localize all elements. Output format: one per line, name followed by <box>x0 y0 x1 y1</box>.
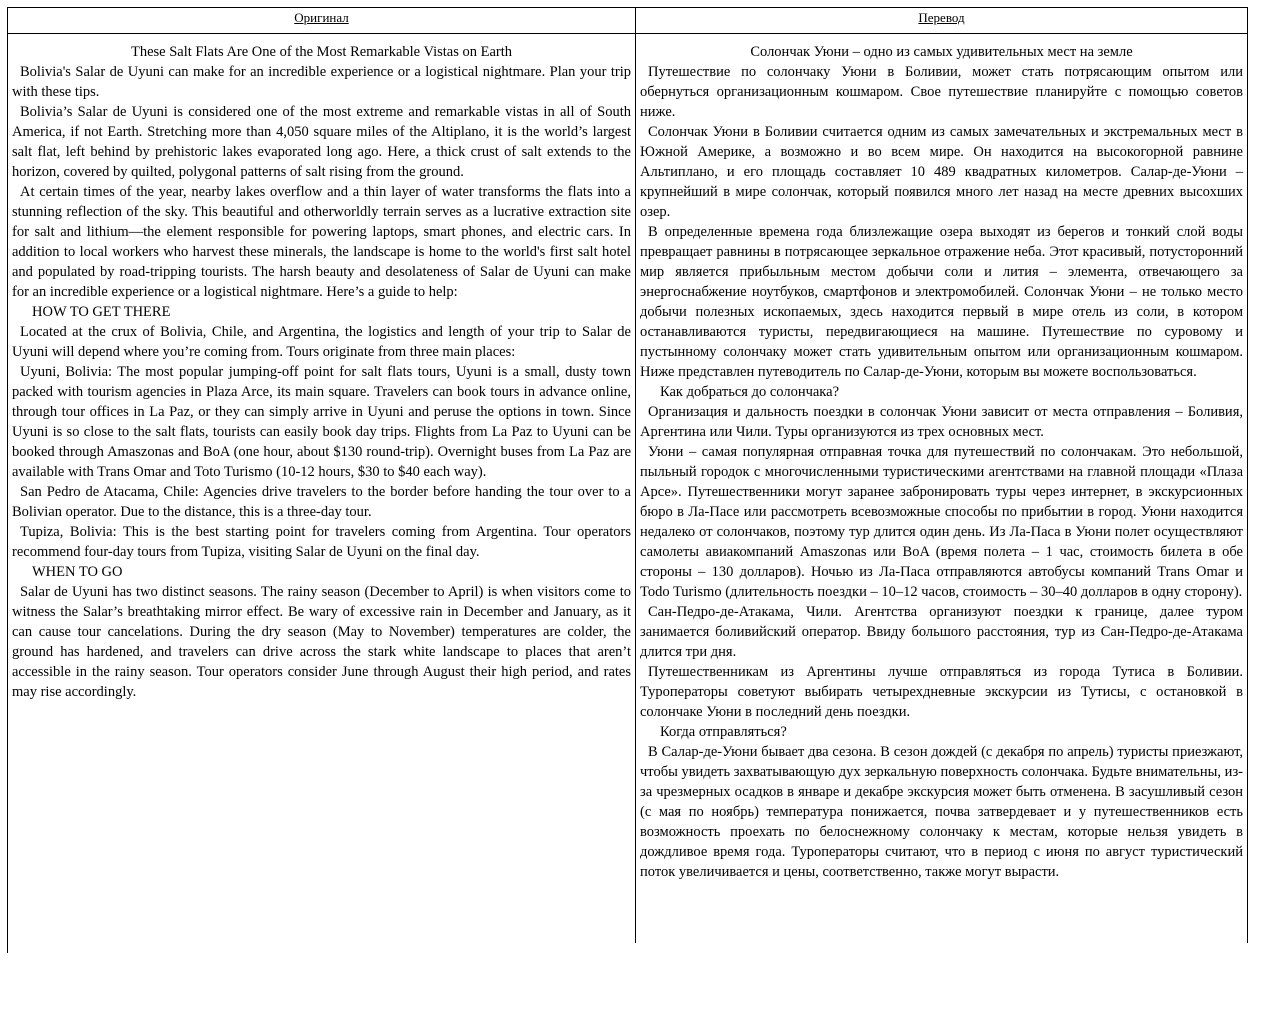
translation-heading-when: Когда отправляться? <box>660 724 787 740</box>
translation-paragraph: Сан-Педро-де-Атакама, Чили. Агентства организуют поездки к границе, далее туром занимается боливийский оператор. Ввиду большого расстояния, тур из Сан-Педро-де-Атакама длится три дня. <box>640 604 1243 660</box>
translation-paragraph: В определенные времена года близлежащие озера выходят из берегов и тонкий слой воды превращает равнины в потрясающее зеркальное отражение неба. Этот красивый, потусторонний мир является прибыльным местом добычи соли и лития – элемента, отвечающего за энергоснабжение ноутбуков, смартфонов и электромобилей. Солончак Уюни – не только место добычи полезных ископаемых, здесь находится первый в мире отель из соли, в котором останавливаются туристы, передвигающиеся на машине. Путешествие по суровому и пустынному солончаку может стать удивительным опытом или организационным кошмаром. Ниже представлен путеводитель по Салар-де-Уюни, которым вы можете воспользоваться. <box>640 224 1243 380</box>
original-title: These Salt Flats Are One of the Most Remarkable Vistas on Earth <box>130 44 513 60</box>
original-paragraph: Bolivia’s Salar de Uyuni is considered one of the most extreme and remarkable vistas in all of South America, if not Earth. Stretching more than 4,050 square miles of the Altiplano, it is the world’s largest salt flat, left behind by prehistoric lakes evaporated long ago. Here, a thick crust of salt extends to the horizon, covered by quilted, polygonal patterns of salt rising from the ground. <box>12 104 631 180</box>
translation-paragraph: Солончак Уюни в Боливии считается одним из самых замечательных и экстремальных мест в Южной Америке, а возможно и во всем мире. Он находится на высокогорной равнине Альтиплано, и его площадь составляет 10 489 квадратных километров. Салар-де-Уюни – крупнейший в мире солончак, который появился много лет назад на месте древних высохших озер. <box>640 124 1243 220</box>
translation-column-header: Перевод <box>918 10 965 25</box>
table-column-divider <box>635 7 636 943</box>
table-right-border <box>1247 7 1248 943</box>
original-paragraph: Located at the crux of Bolivia, Chile, and Argentina, the logistics and length of your trip to Salar de Uyuni will depend where you’re coming from. Tours originate from three main places: <box>12 324 631 360</box>
translation-paragraph: Путешествие по солончаку Уюни в Боливии, может стать потрясающим опытом или обернуться организационным кошмаром. Свое путешествие планируйте с помощью советов ниже. <box>640 64 1243 120</box>
translation-paragraph: Уюни – самая популярная отправная точка для путешествий по солончакам. Это небольшой, пыльный городок с многочисленными туристическими агентствами на главной площади «Плаза Арсе». Путешественники могут заранее забронировать туры через интернет, в экскурсионных бюро в Ла-Пасе или рассмотреть всевозможные способы по прибытии в город. Уюни находится недалеко от солончаков, поэтому тур длится один день. Из Ла-Паса в Уюни полет осуществляют самолеты авиакомпаний Amaszonas или BoA (время полета – 1 час, стоимость билета в обе стороны – 130 долларов). Ночью из Ла-Паса отправляются автобусы компаний Trans Omar и Todo Turismo (длительность поездки – 10–12 часов, стоимость – 30–40 долларов в одну сторону). <box>640 444 1243 600</box>
original-paragraph: Uyuni, Bolivia: The most popular jumping-off point for salt flats tours, Uyuni is a small, dusty town packed with tourism agencies in Plaza Arce, its main square. Travelers can book tours in advance online, through tour offices in La Paz, or they can simply arrive in Uyuni and peruse the options in town. Since Uyuni is so close to the salt flats, tourists can easily book day trips. Flights from La Paz to Uyuni can be booked through Amaszonas and BoA (one hour, about $130 round-trip). Overnight buses from La Paz are available with Trans Omar and Toto Turismo (10-12 hours, $30 to $40 each way). <box>12 364 631 480</box>
original-paragraph: Salar de Uyuni has two distinct seasons. The rainy season (December to April) is when visitors come to witness the Salar’s breathtaking mirror effect. Be wary of excessive rain in December and January, as it can cause tour cancelations. During the dry season (May to November) temperatures are colder, the ground has hardened, and travelers can drive across the stark white landscape to places that aren’t accessible in the rainy season. Tour operators consider June through August their high period, and rates may rise accordingly. <box>12 584 631 700</box>
original-heading-when: WHEN TO GO <box>32 564 123 580</box>
translation-paragraph: Путешественникам из Аргентины лучше отправляться из города Тутиса в Боливии. Туроператоры советуют выбирать четырехдневные экскурсии из Тутисы, с остановкой в солончаке Уюни в последний день поездки. <box>640 664 1243 720</box>
original-paragraph: San Pedro de Atacama, Chile: Agencies drive travelers to the border before handing the tour over to a Bolivian operator. Due to the distance, this is a three-day tour. <box>12 484 631 520</box>
translation-title: Солончак Уюни – одно из самых удивительных мест на земле <box>750 44 1133 60</box>
original-text-column <box>12 42 631 702</box>
translation-text-column <box>640 42 1243 882</box>
original-heading-get-there: HOW TO GET THERE <box>32 304 171 320</box>
table-left-border <box>7 7 8 953</box>
original-paragraph: At certain times of the year, nearby lakes overflow and a thin layer of water transforms the flats into a stunning reflection of the sky. This beautiful and otherworldly terrain serves as a lucrative extraction site for salt and lithium—the element responsible for powering laptops, smart phones, and electric cars. In addition to local workers who harvest these minerals, the landscape is home to the world's first salt hotel and populated by road-tripping tourists. The harsh beauty and desolateness of Salar de Uyuni can make for an incredible experience or a logistical nightmare. Here’s a guide to help: <box>12 184 631 300</box>
translation-heading-get-there: Как добраться до солончака? <box>660 384 839 400</box>
original-column-header: Оригинал <box>294 10 349 25</box>
translation-paragraph: Организация и дальность поездки в солончак Уюни зависит от места отправления – Боливия, Аргентина или Чили. Туры организуются из трех основных мест. <box>640 404 1243 440</box>
original-paragraph: Tupiza, Bolivia: This is the best starting point for travelers coming from Argentina. Tour operators recommend four-day tours from Tupiza, visiting Salar de Uyuni on the final day. <box>12 524 631 560</box>
table-top-border <box>7 7 1248 8</box>
original-paragraph: Bolivia's Salar de Uyuni can make for an incredible experience or a logistical nightmare. Plan your trip with these tips. <box>12 64 631 100</box>
translation-paragraph: В Салар-де-Уюни бывает два сезона. В сезон дождей (с декабря по апрель) туристы приезжают, чтобы увидеть захватывающую дух зеркальную поверхность солончака. Будьте внимательны, из-за чрезмерных осадков в январе и декабре экскурсия может быть отменена. В засушливый сезон (с мая по ноябрь) температура понижается, почва затвердевает и у путешественников есть возможность проехать по белоснежному солончаку к местам, которые нельзя увидеть в дождливое время года. Туроператоры считают, что в период с июня по август туристический поток увеличивается и цены, соответственно, также могут вырасти. <box>640 744 1243 880</box>
table-header-divider <box>7 33 1248 34</box>
